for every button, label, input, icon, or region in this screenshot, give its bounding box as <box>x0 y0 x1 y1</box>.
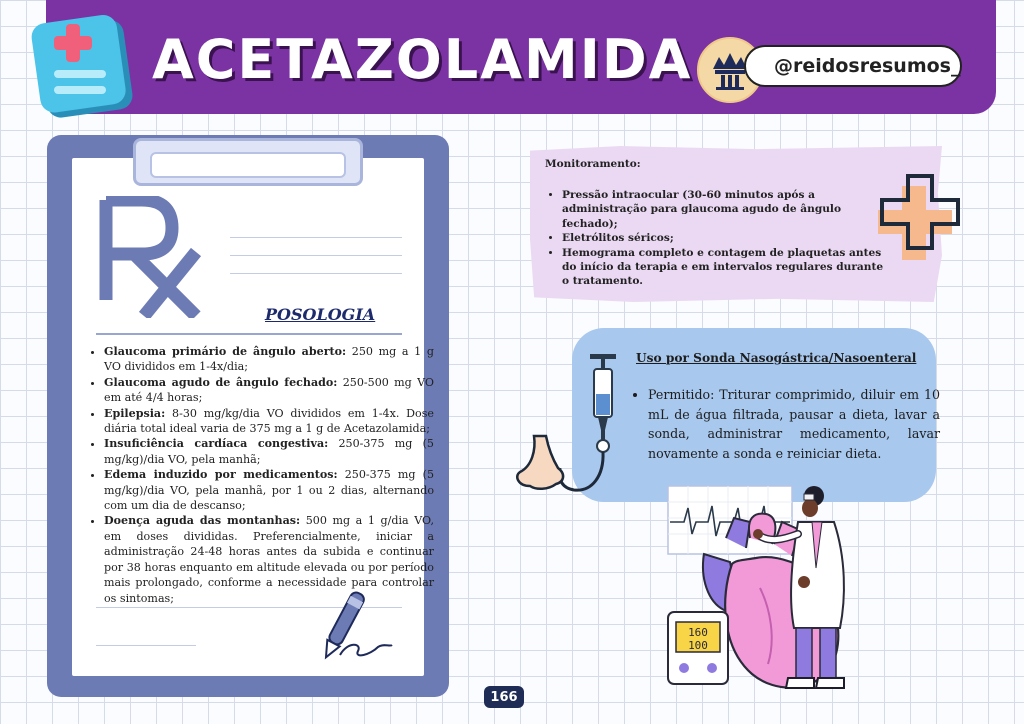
monitoring-title: Monitoramento: <box>545 158 641 170</box>
dosage-text: 250-500 mg VO em até 4/4 horas; <box>104 375 434 405</box>
paper-line <box>230 273 402 274</box>
list-item <box>104 406 434 437</box>
paper-line <box>230 255 402 256</box>
rx-symbol <box>98 196 206 318</box>
social-handle-text: @reidosresumos_ <box>774 55 961 77</box>
list-item: • Eletrólitos séricos; <box>562 231 892 245</box>
list-item <box>104 467 434 513</box>
dosage-text: 8-30 mg/kg/dia VO divididos em 1-4x. Dose diária total ideal varia de 375 mg a 1 g de Acetazolamida; <box>104 406 434 436</box>
feeding-tube-icon <box>512 350 632 500</box>
medical-clipboard-icon <box>28 10 140 122</box>
paper-divider <box>96 333 402 335</box>
paper-line <box>230 237 402 238</box>
list-item <box>104 436 434 467</box>
dosage-label: Doença aguda das montanhas: <box>104 514 301 528</box>
list-item: • Hemograma completo e contagem de plaquetas antes do início da terapia e em intervalos regulares durante o tratamento. <box>562 246 892 289</box>
medical-cross-icon <box>872 170 970 268</box>
list-item: • Pressão intraocular (30-60 minutos após a administração para glaucoma agudo de ângulo fechado); <box>562 188 892 231</box>
feeding-tube-list <box>630 385 940 463</box>
page-number: 166 <box>484 686 524 708</box>
social-handle[interactable] <box>744 45 962 87</box>
list-item <box>104 344 434 375</box>
feeding-tube-title: Uso por Sonda Nasogástrica/Nasoenteral <box>636 351 917 365</box>
dosage-text: 250-375 mg (5 mg/kg)/dia VO, pela manhã; <box>104 437 434 466</box>
dosage-text: 250 mg a 1 g VO divididos em 1-4x/dia; <box>104 345 434 374</box>
pen-icon <box>318 585 398 667</box>
monitor-systolic: 160 <box>688 626 708 639</box>
dosage-list <box>86 344 434 606</box>
list-item: • Permitido: Triturar comprimido, diluir em 10 mL de água filtrada, pausar a dieta, lavar a sonda, administrar medicamento, lavar novamente a sonda e reiniciar dieta. <box>648 385 940 463</box>
monitoring-list <box>544 188 892 289</box>
list-item <box>104 375 434 406</box>
dosage-label: Glaucoma agudo de ângulo fechado: <box>104 375 338 389</box>
page-title: ACETAZOLAMIDA <box>152 28 693 91</box>
posologia-title: POSOLOGIA <box>265 305 376 324</box>
clipboard-clip-inner <box>150 152 346 178</box>
dosage-label: Epilepsia: <box>104 406 166 420</box>
signature-line <box>96 645 196 646</box>
dosage-label: Insuficiência cardíaca congestiva: <box>104 437 329 451</box>
dosage-label: Glaucoma primário de ângulo aberto: <box>104 345 347 358</box>
dosage-text: 500 mg a 1 g/dia VO, em doses divididas. Preferencialmente, iniciar a administração 24-48 horas antes da subida e continuar por 38 horas enquanto em altitude elevada ou por período mais prolongado, conforme a necessidade para controlar os sintomas; <box>104 514 434 605</box>
dosage-text: 250-375 mg (5 mg/kg)/dia VO, pela manhã, por 1 ou 2 dias, alternando com um dia de descanso; <box>104 468 434 513</box>
dosage-label: Edema induzido por medicamentos: <box>104 468 338 482</box>
doctor-heart-illustration <box>664 478 896 706</box>
monitor-diastolic: 100 <box>688 639 708 652</box>
